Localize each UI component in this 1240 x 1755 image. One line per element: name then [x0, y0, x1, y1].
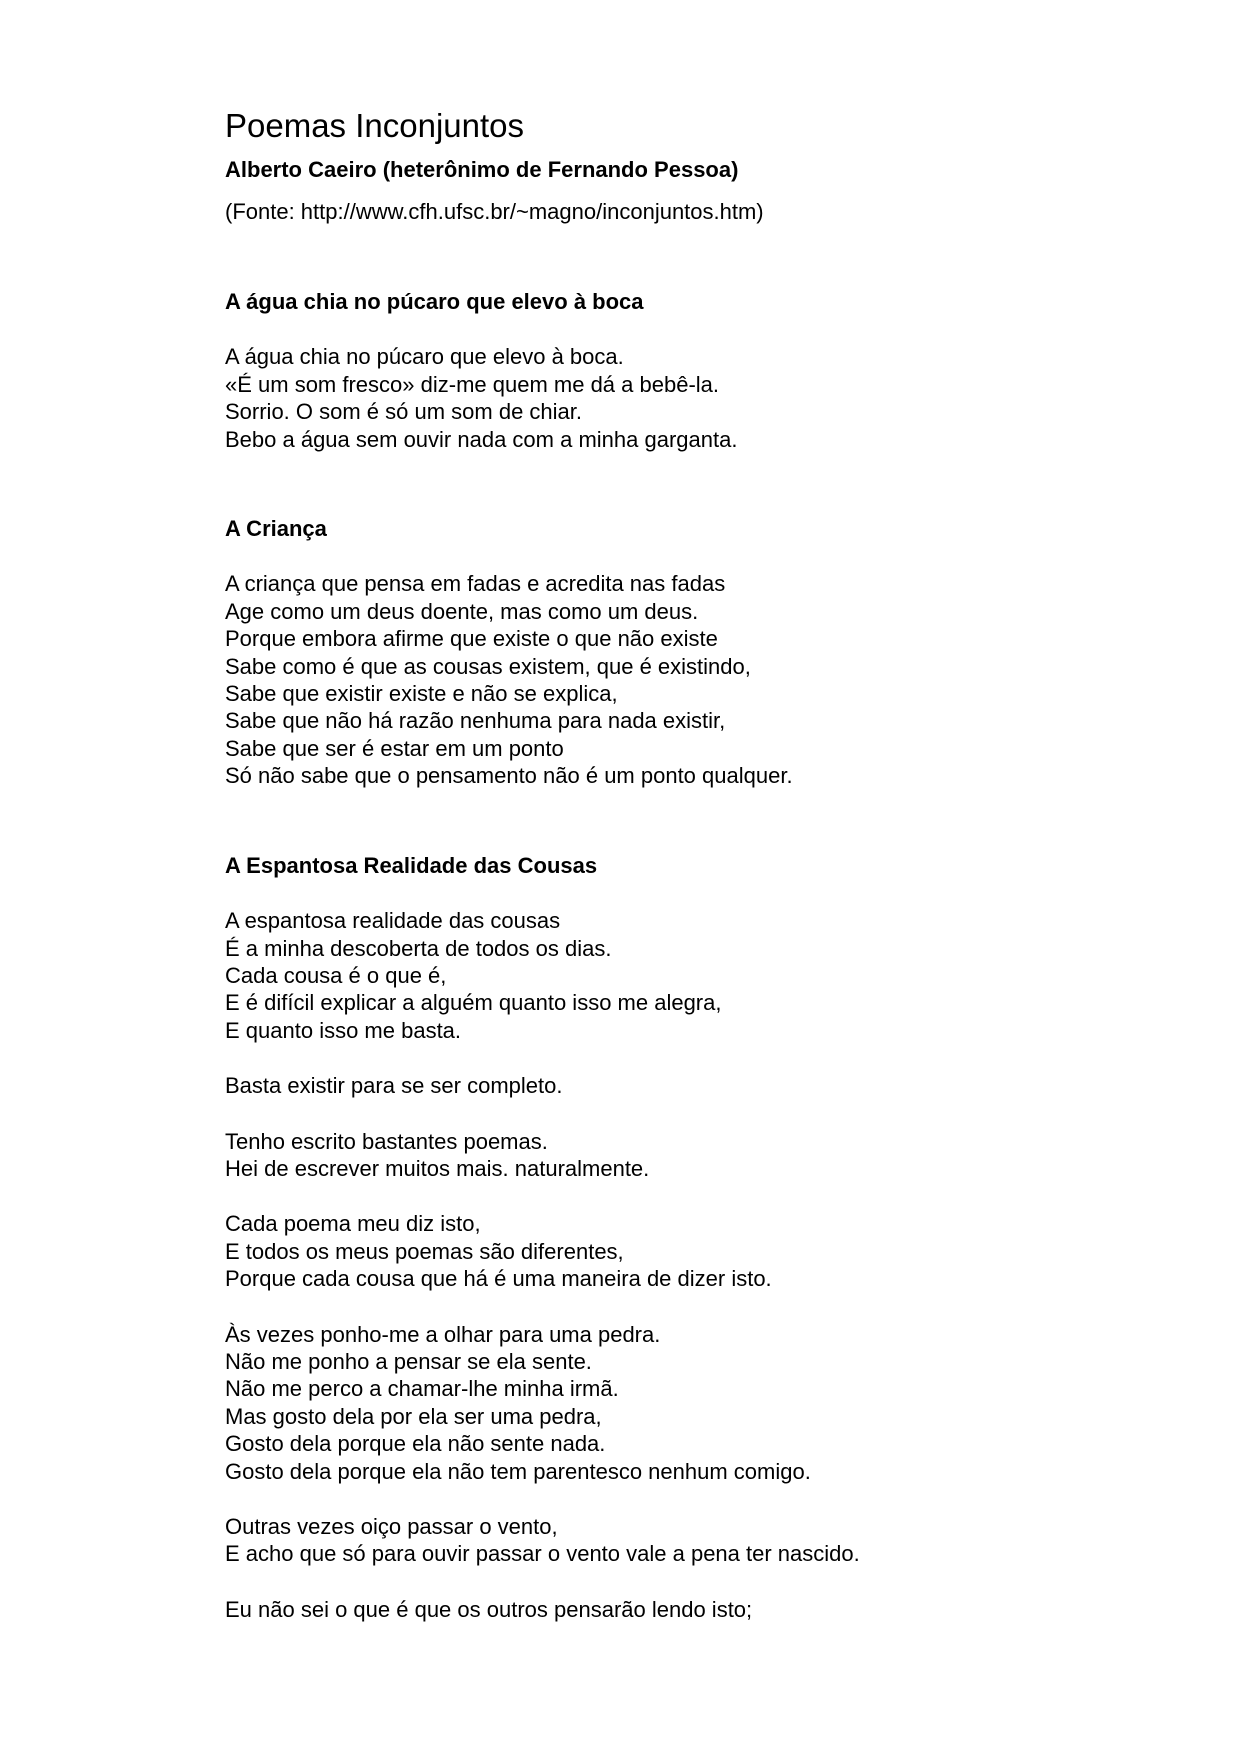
poem-line: Age como um deus doente, mas como um deus.: [225, 598, 699, 624]
poem-line: Hei de escrever muitos mais. naturalmente.: [225, 1155, 650, 1181]
poem-line: Eu não sei o que é que os outros pensarão lendo isto;: [225, 1596, 753, 1622]
poem-line: «É um som fresco» diz-me quem me dá a bebê-la.: [225, 371, 720, 397]
poem-line: E quanto isso me basta.: [225, 1017, 462, 1043]
stanza: [225, 1210, 1160, 1292]
poem-section-3: [225, 852, 1160, 1624]
poem-line: A espantosa realidade das cousas: [225, 908, 561, 934]
poem-line: Às vezes ponho-me a olhar para uma pedra.: [225, 1321, 661, 1347]
stanza: [225, 1513, 1160, 1568]
poem-line: Outras vezes oiço passar o vento,: [225, 1514, 558, 1539]
poem-line: A água chia no púcaro que elevo à boca.: [225, 344, 624, 370]
stanza: [225, 1596, 1160, 1623]
poem-heading: A Espantosa Realidade das Cousas: [225, 852, 598, 878]
poem-line: Só não sabe que o pensamento não é um ponto qualquer.: [225, 763, 793, 789]
poem-line: Cada poema meu diz isto,: [225, 1211, 481, 1237]
poem-section-1: [225, 288, 1160, 453]
stanza: [225, 907, 1160, 1044]
poem-section-2: [225, 515, 1160, 790]
poem-line: Tenho escrito bastantes poemas.: [225, 1128, 548, 1154]
poem-line: Sabe que existir existe e não se explica,: [225, 681, 618, 707]
poem-heading: A água chia no púcaro que elevo à boca: [225, 289, 644, 314]
poem-line: Mas gosto dela por ela ser uma pedra,: [225, 1403, 602, 1429]
poem-line: E acho que só para ouvir passar o vento vale a pena ter nascido.: [225, 1541, 860, 1567]
author-line: Alberto Caeiro (heterônimo de Fernando Pessoa): [225, 157, 739, 182]
stanza: [225, 343, 1160, 453]
stanza: [225, 1072, 1160, 1099]
poem-line: Não me perco a chamar-lhe minha irmã.: [225, 1376, 619, 1402]
poem-line: É a minha descoberta de todos os dias.: [225, 935, 612, 961]
page-title: Poemas Inconjuntos: [225, 107, 525, 144]
poem-line: E todos os meus poemas são diferentes,: [225, 1238, 624, 1264]
poem-line: Sabe que ser é estar em um ponto: [225, 735, 564, 761]
stanza: [225, 570, 1160, 789]
poem-line: Bebo a água sem ouvir nada com a minha garganta.: [225, 426, 738, 452]
poem-line: Porque cada cousa que há é uma maneira de dizer isto.: [225, 1266, 772, 1292]
poem-line: Porque embora afirme que existe o que não existe: [225, 626, 718, 652]
poem-line: Sabe que não há razão nenhuma para nada existir,: [225, 708, 726, 734]
poem-line: A criança que pensa em fadas e acredita nas fadas: [225, 571, 726, 597]
source-line: (Fonte: http://www.cfh.ufsc.br/~magno/inconjuntos.htm): [225, 199, 764, 224]
poem-line: Gosto dela porque ela não sente nada.: [225, 1431, 606, 1457]
poem-line: Não me ponho a pensar se ela sente.: [225, 1348, 592, 1374]
poem-line: Sabe como é que as cousas existem, que é existindo,: [225, 653, 751, 679]
poem-line: Sorrio. O som é só um som de chiar.: [225, 399, 583, 425]
poem-line: Cada cousa é o que é,: [225, 962, 447, 988]
poem-line: E é difícil explicar a alguém quanto isso me alegra,: [225, 990, 722, 1016]
stanza: [225, 1321, 1160, 1485]
stanza: [225, 1128, 1160, 1183]
poem-line: Basta existir para se ser completo.: [225, 1073, 563, 1099]
poem-line: Gosto dela porque ela não tem parentesco nenhum comigo.: [225, 1458, 811, 1484]
poem-heading: A Criança: [225, 516, 327, 542]
